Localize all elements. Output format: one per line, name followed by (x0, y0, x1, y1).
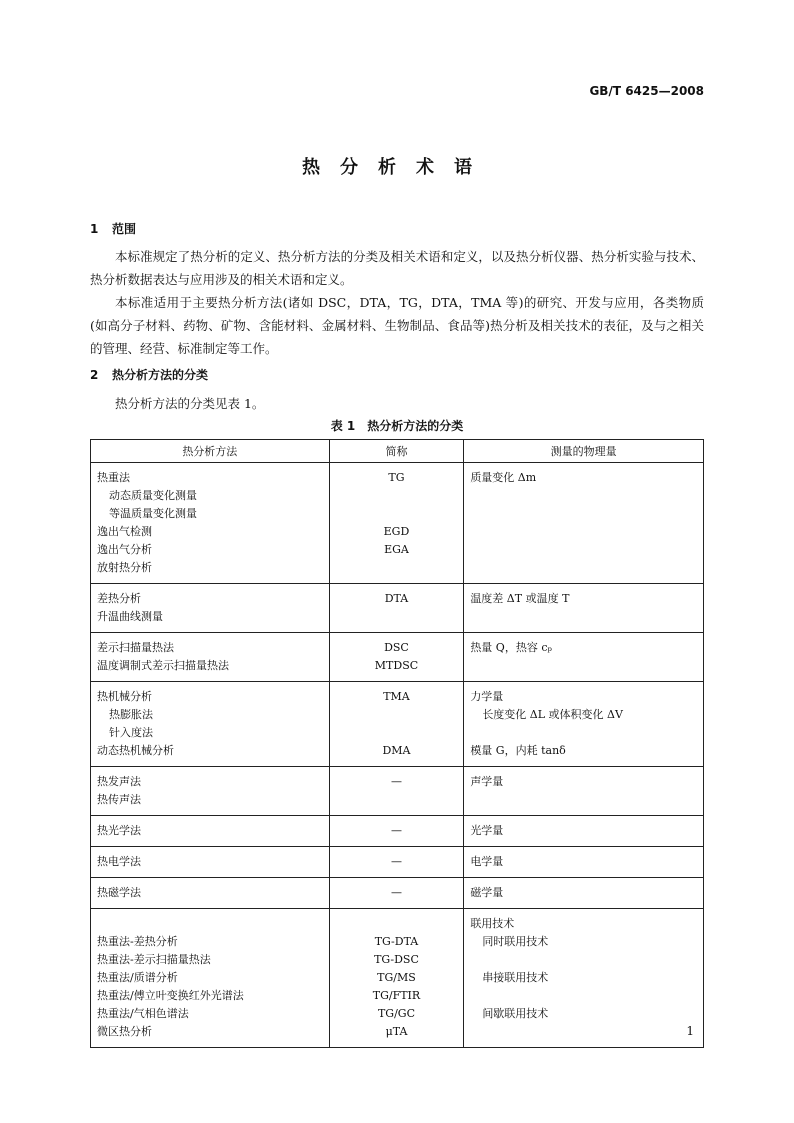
section-number: 2 (90, 368, 99, 382)
cell-line: MTDSC (374, 659, 419, 672)
cell-line (470, 487, 697, 505)
quantity-cell (464, 463, 704, 584)
standard-number: GB/T 6425—2008 (589, 84, 704, 98)
section-2-heading (90, 366, 208, 383)
cell-line: 间歇联用技术 (482, 1007, 549, 1020)
method-cell (91, 463, 330, 584)
method-cell (91, 909, 330, 1048)
cell-line: — (390, 775, 402, 788)
table-row (91, 584, 704, 633)
abbr-cell (329, 878, 464, 909)
method-cell (91, 847, 330, 878)
cell-line (470, 541, 697, 559)
cell-line: 同时联用技术 (482, 935, 549, 948)
cell-line: EGD (383, 525, 410, 538)
cell-line: 模量 G，内耗 tanδ (470, 744, 566, 757)
quantity-cell (464, 767, 704, 816)
cell-line: 温度差 ΔT 或温度 T (470, 592, 570, 605)
cell-line: 热重法/傅立叶变换红外光谱法 (97, 989, 244, 1002)
method-cell (91, 682, 330, 767)
cell-line: 质量变化 Δm (470, 471, 537, 484)
cell-line: TG/GC (377, 1007, 415, 1020)
cell-line: 串接联用技术 (482, 971, 549, 984)
cell-line: 光学量 (470, 824, 504, 837)
cell-line: 差热分析 (97, 592, 141, 605)
cell-line: 热电学法 (97, 855, 141, 868)
cell-line: TG/FTIR (372, 989, 421, 1002)
cell-line: DSC (384, 641, 409, 654)
cell-line: 热发声法 (97, 775, 141, 788)
cell-line (336, 608, 458, 626)
section-1-paragraph-1: 本标准规定了热分析的定义、热分析方法的分类及相关术语和定义，以及热分析仪器、热分析实验与技术、热分析数据表达与应用涉及的相关术语和定义。 (90, 249, 704, 287)
cell-line (470, 1023, 697, 1041)
cell-line (470, 608, 697, 626)
cell-line (336, 706, 458, 724)
cell-line: 等温质量变化测量 (109, 507, 197, 520)
abbr-cell (329, 767, 464, 816)
section-number: 1 (90, 222, 99, 236)
table-row (91, 463, 704, 584)
cell-line: TG-DSC (374, 953, 419, 966)
section-title: 热分析方法的分类 (112, 368, 209, 382)
cell-line (336, 487, 458, 505)
cell-line: 磁学量 (470, 886, 504, 899)
abbr-cell (329, 909, 464, 1048)
abbr-cell (329, 847, 464, 878)
cell-line: 联用技术 (470, 917, 515, 930)
quantity-cell (464, 816, 704, 847)
cell-line (336, 915, 458, 933)
cell-line (470, 657, 697, 675)
cell-line (470, 951, 697, 969)
column-header: 简称 (329, 440, 464, 463)
cell-line: 热机械分析 (97, 690, 152, 703)
method-cell (91, 633, 330, 682)
cell-line: 热量 Q，热容 cₚ (470, 641, 552, 654)
cell-line: TG-DTA (374, 935, 419, 948)
cell-line: 热重法-差示扫描量热法 (97, 953, 211, 966)
page-number: 1 (686, 1024, 694, 1038)
cell-line: 热磁学法 (97, 886, 141, 899)
cell-line: EGA (384, 543, 409, 556)
cell-line: 长度变化 ΔL 或体积变化 ΔV (482, 708, 623, 721)
cell-line (336, 505, 458, 523)
section-title: 范围 (112, 222, 137, 236)
column-header: 测量的物理量 (464, 440, 704, 463)
quantity-cell (464, 909, 704, 1048)
method-cell (91, 584, 330, 633)
classification-table (90, 439, 704, 1048)
section-2-paragraph-1: 热分析方法的分类见表 1。 (115, 396, 265, 411)
method-cell (91, 878, 330, 909)
cell-line (336, 559, 458, 577)
abbr-cell (329, 463, 464, 584)
document-title: 热分析术语 (302, 157, 492, 178)
abbr-cell (329, 816, 464, 847)
cell-line: 热重法/质谱分析 (97, 971, 178, 984)
cell-line: DMA (382, 744, 411, 757)
cell-line: 温度调制式差示扫描量热法 (97, 659, 229, 672)
cell-line: TMA (383, 690, 410, 703)
cell-line: TG (388, 471, 405, 484)
cell-line: 热光学法 (97, 824, 141, 837)
quantity-cell (464, 682, 704, 767)
cell-line (470, 791, 697, 809)
cell-line: 放射热分析 (97, 561, 152, 574)
cell-line: 差示扫描量热法 (97, 641, 174, 654)
table-row (91, 816, 704, 847)
cell-line: — (390, 824, 402, 837)
cell-line: 热传声法 (97, 793, 141, 806)
abbr-cell (329, 633, 464, 682)
cell-line (336, 724, 458, 742)
cell-line: μTA (385, 1025, 408, 1038)
cell-line: DTA (384, 592, 409, 605)
section-1-heading (90, 220, 136, 237)
cell-line: 微区热分析 (97, 1025, 152, 1038)
cell-line: 逸出气分析 (97, 543, 152, 556)
method-cell (91, 767, 330, 816)
quantity-cell (464, 584, 704, 633)
table-caption: 表 1 热分析方法的分类 (330, 419, 464, 433)
cell-line: 逸出气检测 (97, 525, 152, 538)
cell-line: 升温曲线测量 (97, 610, 163, 623)
cell-line: 针入度法 (109, 726, 153, 739)
table-row (91, 878, 704, 909)
quantity-cell (464, 878, 704, 909)
table-row (91, 909, 704, 1048)
cell-line: 电学量 (470, 855, 504, 868)
table-header-row (91, 440, 704, 463)
table-row (91, 847, 704, 878)
cell-line (470, 523, 697, 541)
column-header: 热分析方法 (91, 440, 330, 463)
cell-line: 热重法/气相色谱法 (97, 1007, 189, 1020)
abbr-cell (329, 584, 464, 633)
cell-line (97, 915, 323, 933)
cell-line: — (390, 886, 402, 899)
cell-line (336, 791, 458, 809)
cell-line: 力学量 (470, 690, 504, 703)
cell-line: — (390, 855, 402, 868)
table-row (91, 682, 704, 767)
cell-line: 动态热机械分析 (97, 744, 174, 757)
cell-line (470, 987, 697, 1005)
cell-line: 动态质量变化测量 (109, 489, 197, 502)
cell-line: 声学量 (470, 775, 504, 788)
quantity-cell (464, 847, 704, 878)
quantity-cell (464, 633, 704, 682)
cell-line: TG/MS (377, 971, 416, 984)
table-row (91, 767, 704, 816)
cell-line (470, 559, 697, 577)
cell-line (470, 724, 697, 742)
cell-line: 热重法-差热分析 (97, 935, 178, 948)
cell-line (470, 505, 697, 523)
abbr-cell (329, 682, 464, 767)
table-row (91, 633, 704, 682)
section-1-paragraph-2: 本标准适用于主要热分析方法(诸如 DSC，DTA，TG，DTA，TMA 等)的研究、开发与应用，各类物质(如高分子材料、药物、矿物、含能材料、金属材料、生物制品、食品等)热分析及相关技术的表征，及与之相关的管理、经营、标准制定等工作。 (90, 295, 704, 356)
method-cell (91, 816, 330, 847)
cell-line: 热重法 (97, 471, 130, 484)
cell-line: 热膨胀法 (109, 708, 153, 721)
